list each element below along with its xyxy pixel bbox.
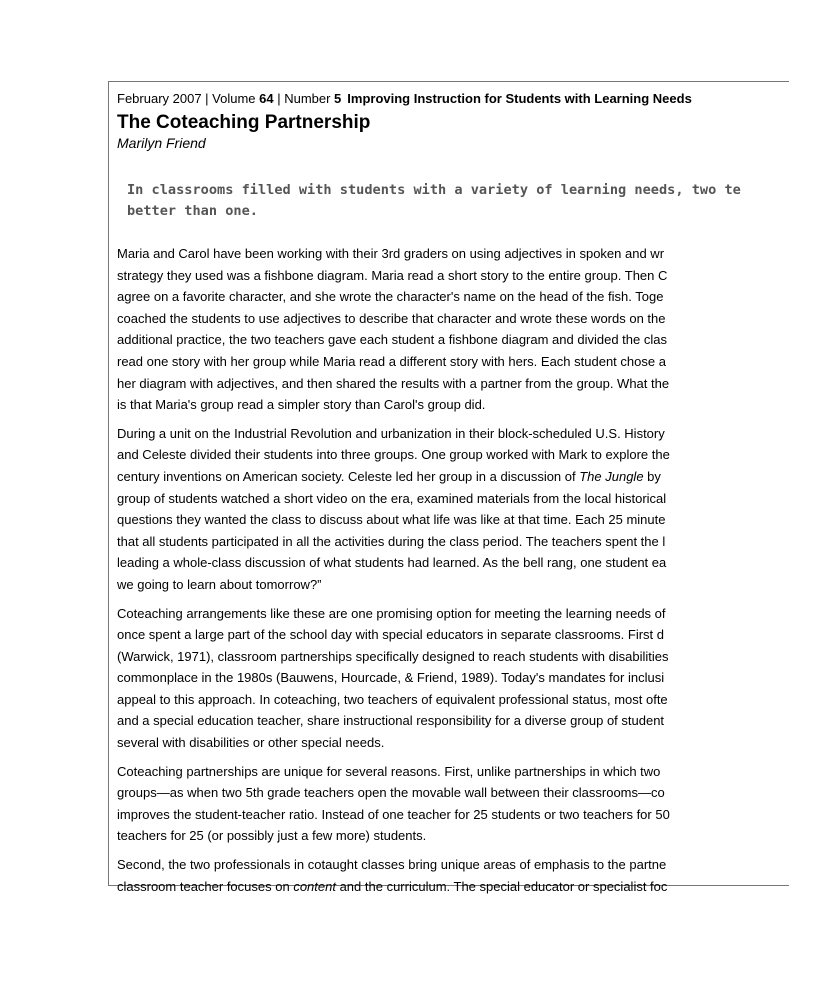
issue-section-title: Improving Instruction for Students with Learning Needs	[347, 91, 692, 106]
text-line: strategy they used was a fishbone diagram. Maria read a short story to the entire group. Then C	[117, 267, 668, 283]
text-line: During a unit on the Industrial Revolution and urbanization in their block-scheduled U.S. History	[117, 425, 665, 441]
book-title: The Jungle	[579, 468, 644, 484]
text-line	[117, 876, 817, 898]
text-line: group of students watched a short video on the era, examined materials from the local historical	[117, 490, 667, 506]
deck-line: better than one.	[127, 203, 258, 219]
masthead	[117, 90, 817, 108]
text-line: coached the students to use adjectives to describe that character and wrote these words on the	[117, 310, 666, 326]
text-fragment: century inventions on American society. Celeste led her group in a discussion of	[117, 468, 580, 484]
paragraph-4	[117, 761, 817, 847]
paragraph-3	[117, 603, 817, 754]
text-line: agree on a favorite character, and she wrote the character's name on the head of the fish. Toge	[117, 289, 664, 305]
text-line: we going to learn about tomorrow?”	[117, 576, 322, 592]
text-line: improves the student-teacher ratio. Instead of one teacher for 25 students or two teachers for 50	[117, 806, 670, 822]
article-content	[117, 90, 817, 897]
article-deck	[127, 180, 817, 222]
text-line: Maria and Carol have been working with their 3rd graders on using adjectives in spoken and wr	[117, 246, 665, 261]
text-line: is that Maria's group read a simpler story than Carol's group did.	[117, 397, 486, 413]
article-author: Marilyn Friend	[117, 135, 206, 151]
text-line: and Celeste divided their students into three groups. One group worked with Mark to explore the	[117, 447, 670, 463]
article-title: The Coteaching Partnership	[117, 112, 371, 133]
text-line: appeal to this approach. In coteaching, two teachers of equivalent professional status, most ofte	[117, 691, 668, 707]
text-line: once spent a large part of the school day with special educators in separate classrooms. First d	[117, 627, 665, 643]
emphasis: content	[293, 878, 336, 894]
text-line: commonplace in the 1980s (Bauwens, Hourcade, & Friend, 1989). Today's mandates for inclusi	[117, 670, 665, 686]
article-frame	[108, 81, 789, 894]
text-line: leading a whole-class discussion of what students had learned. As the bell rang, one student ea	[117, 555, 667, 571]
text-fragment: by	[643, 468, 661, 484]
issue-separator: | Number	[273, 91, 335, 106]
text-line: Coteaching partnerships are unique for several reasons. First, unlike partnerships in which two	[117, 763, 661, 779]
paragraph-5	[117, 854, 817, 897]
issue-number: 5	[334, 91, 342, 106]
text-fragment: and the curriculum. The special educator or specialist foc	[335, 878, 668, 894]
text-line: and a special education teacher, share instructional responsibility for a diverse group of student	[117, 713, 665, 729]
text-line	[117, 466, 817, 488]
paragraph-1	[117, 243, 817, 416]
text-line: her diagram with adjectives, and then shared the results with a partner from the group. What the	[117, 375, 670, 391]
text-line: Second, the two professionals in cotaught classes bring unique areas of emphasis to the partne	[117, 857, 667, 873]
text-line: additional practice, the two teachers gave each student a fishbone diagram and divided the clas	[117, 332, 667, 348]
paragraph-2	[117, 423, 817, 596]
deck-line: In classrooms filled with students with a variety of learning needs, two te	[127, 182, 741, 198]
text-line: teachers for 25 (or possibly just a few more) students.	[117, 828, 427, 844]
volume-number: 64	[259, 91, 274, 106]
text-line: Coteaching arrangements like these are one promising option for meeting the learning needs of	[117, 605, 666, 621]
text-line: several with disabilities or other special needs.	[117, 735, 385, 751]
text-line: that all students participated in all the activities during the class period. The teachers spent the l	[117, 533, 666, 549]
text-line: questions they wanted the class to discuss about what life was like at that time. Each 25 minute	[117, 512, 666, 528]
text-line: read one story with her group while Maria read a different story with hers. Each student chose a	[117, 353, 666, 369]
text-line: (Warwick, 1971), classroom partnerships specifically designed to reach students with disabilities	[117, 648, 669, 664]
text-fragment: classroom teacher focuses on	[117, 878, 294, 894]
text-line: groups—as when two 5th grade teachers open the movable wall between their classrooms—co	[117, 785, 665, 801]
issue-date: February 2007 | Volume	[117, 91, 260, 106]
